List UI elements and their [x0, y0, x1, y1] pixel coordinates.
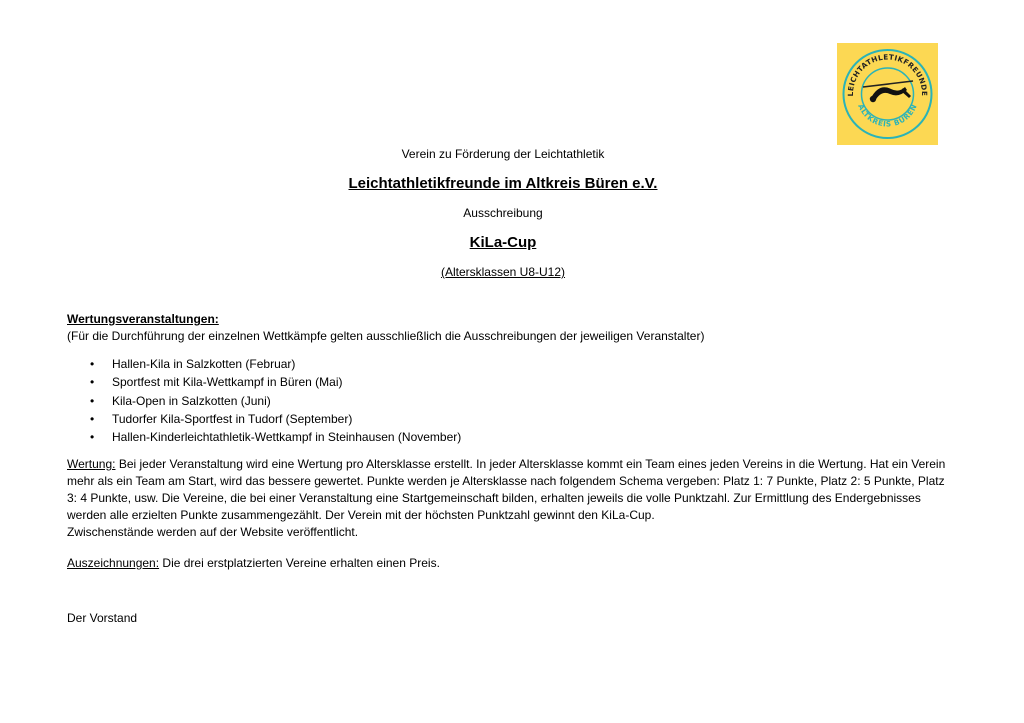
- bullet-icon: •: [90, 411, 95, 426]
- events-note: (Für die Durchführung der einzelnen Wettkämpfe gelten ausschließlich die Ausschreibungen der jeweiligen Veranstalter): [67, 329, 705, 343]
- bullet-icon: •: [90, 357, 95, 371]
- bullet-icon: •: [90, 375, 95, 390]
- document-type: Ausschreibung: [463, 206, 543, 220]
- auszeichnungen-section: [67, 555, 947, 572]
- organization-name: Leichtathletikfreunde im Altkreis Büren e.V.: [348, 175, 658, 192]
- list-item: [90, 410, 461, 428]
- svg-text:ALTKREIS BÜREN: [856, 103, 919, 129]
- list-item-text: Sportfest mit Kila-Wettkampf in Büren (Mai): [112, 375, 343, 390]
- event-title: KiLa-Cup: [469, 234, 537, 251]
- wertung-text: Bei jeder Veranstaltung wird eine Wertung pro Altersklasse erstellt. In jeder Altersklasse kommt ein Team eines jeden Vereins in die Wertung. Hat ein Verein mehr als ein Team am Start, wird das bessere gewertet. Punkte werden je Altersklasse nach folgendem Schema vergeben: Platz 1: 7 Punkte, Platz 2: 5 Punkte, Platz 3: 4 Punkte, usw. Die Vereine, die bei einer Veranstaltung eine Startgemeinschaft bilden, erhalten jeweils die volle Punktzahl. Zur Ermittlung des Endergebnisses werden alle erzielten Punkte zusammengezählt. Der Verein mit der höchsten Punktzahl gewinnt den KiLa-Cup.: [67, 457, 946, 522]
- auszeichnungen-label: Auszeichnungen:: [67, 556, 160, 570]
- list-item: [90, 355, 461, 373]
- list-item-text: Kila-Open in Salzkotten (Juni): [112, 393, 271, 408]
- wertung-paragraph: [67, 456, 947, 524]
- bullet-icon: •: [90, 393, 95, 408]
- list-item-text: Hallen-Kinderleichtathletik-Wettkampf in Steinhausen (November): [112, 430, 462, 445]
- list-item: [90, 428, 461, 446]
- wertung-note: Zwischenstände werden auf der Website veröffentlicht.: [67, 525, 359, 539]
- events-list: [90, 355, 461, 446]
- wertung-section: [67, 456, 947, 541]
- list-item-text: Hallen-Kila in Salzkotten (Februar): [112, 357, 296, 371]
- organization-purpose: Verein zu Förderung der Leichtathletik: [401, 147, 605, 161]
- events-heading: Wertungsveranstaltungen:: [67, 312, 219, 326]
- auszeichnungen-text: Die drei erstplatzierten Vereine erhalten einen Preis.: [162, 556, 440, 570]
- signature: Der Vorstand: [67, 611, 138, 625]
- club-logo-graphic: [837, 43, 938, 145]
- high-jumper-icon: [863, 81, 913, 102]
- wertung-label: Wertung:: [67, 457, 116, 471]
- logo-ring-text-top: LEICHTATHLETIKFREUNDE: [845, 52, 930, 97]
- age-classes: (Altersklassen U8-U12): [440, 265, 566, 279]
- bullet-icon: •: [90, 430, 95, 445]
- list-item: [90, 373, 461, 391]
- club-logo: [837, 43, 938, 145]
- logo-ring-text-bottom: ALTKREIS BÜREN: [856, 102, 919, 129]
- list-item-text: Tudorfer Kila-Sportfest in Tudorf (September): [112, 411, 353, 426]
- list-item: [90, 392, 461, 410]
